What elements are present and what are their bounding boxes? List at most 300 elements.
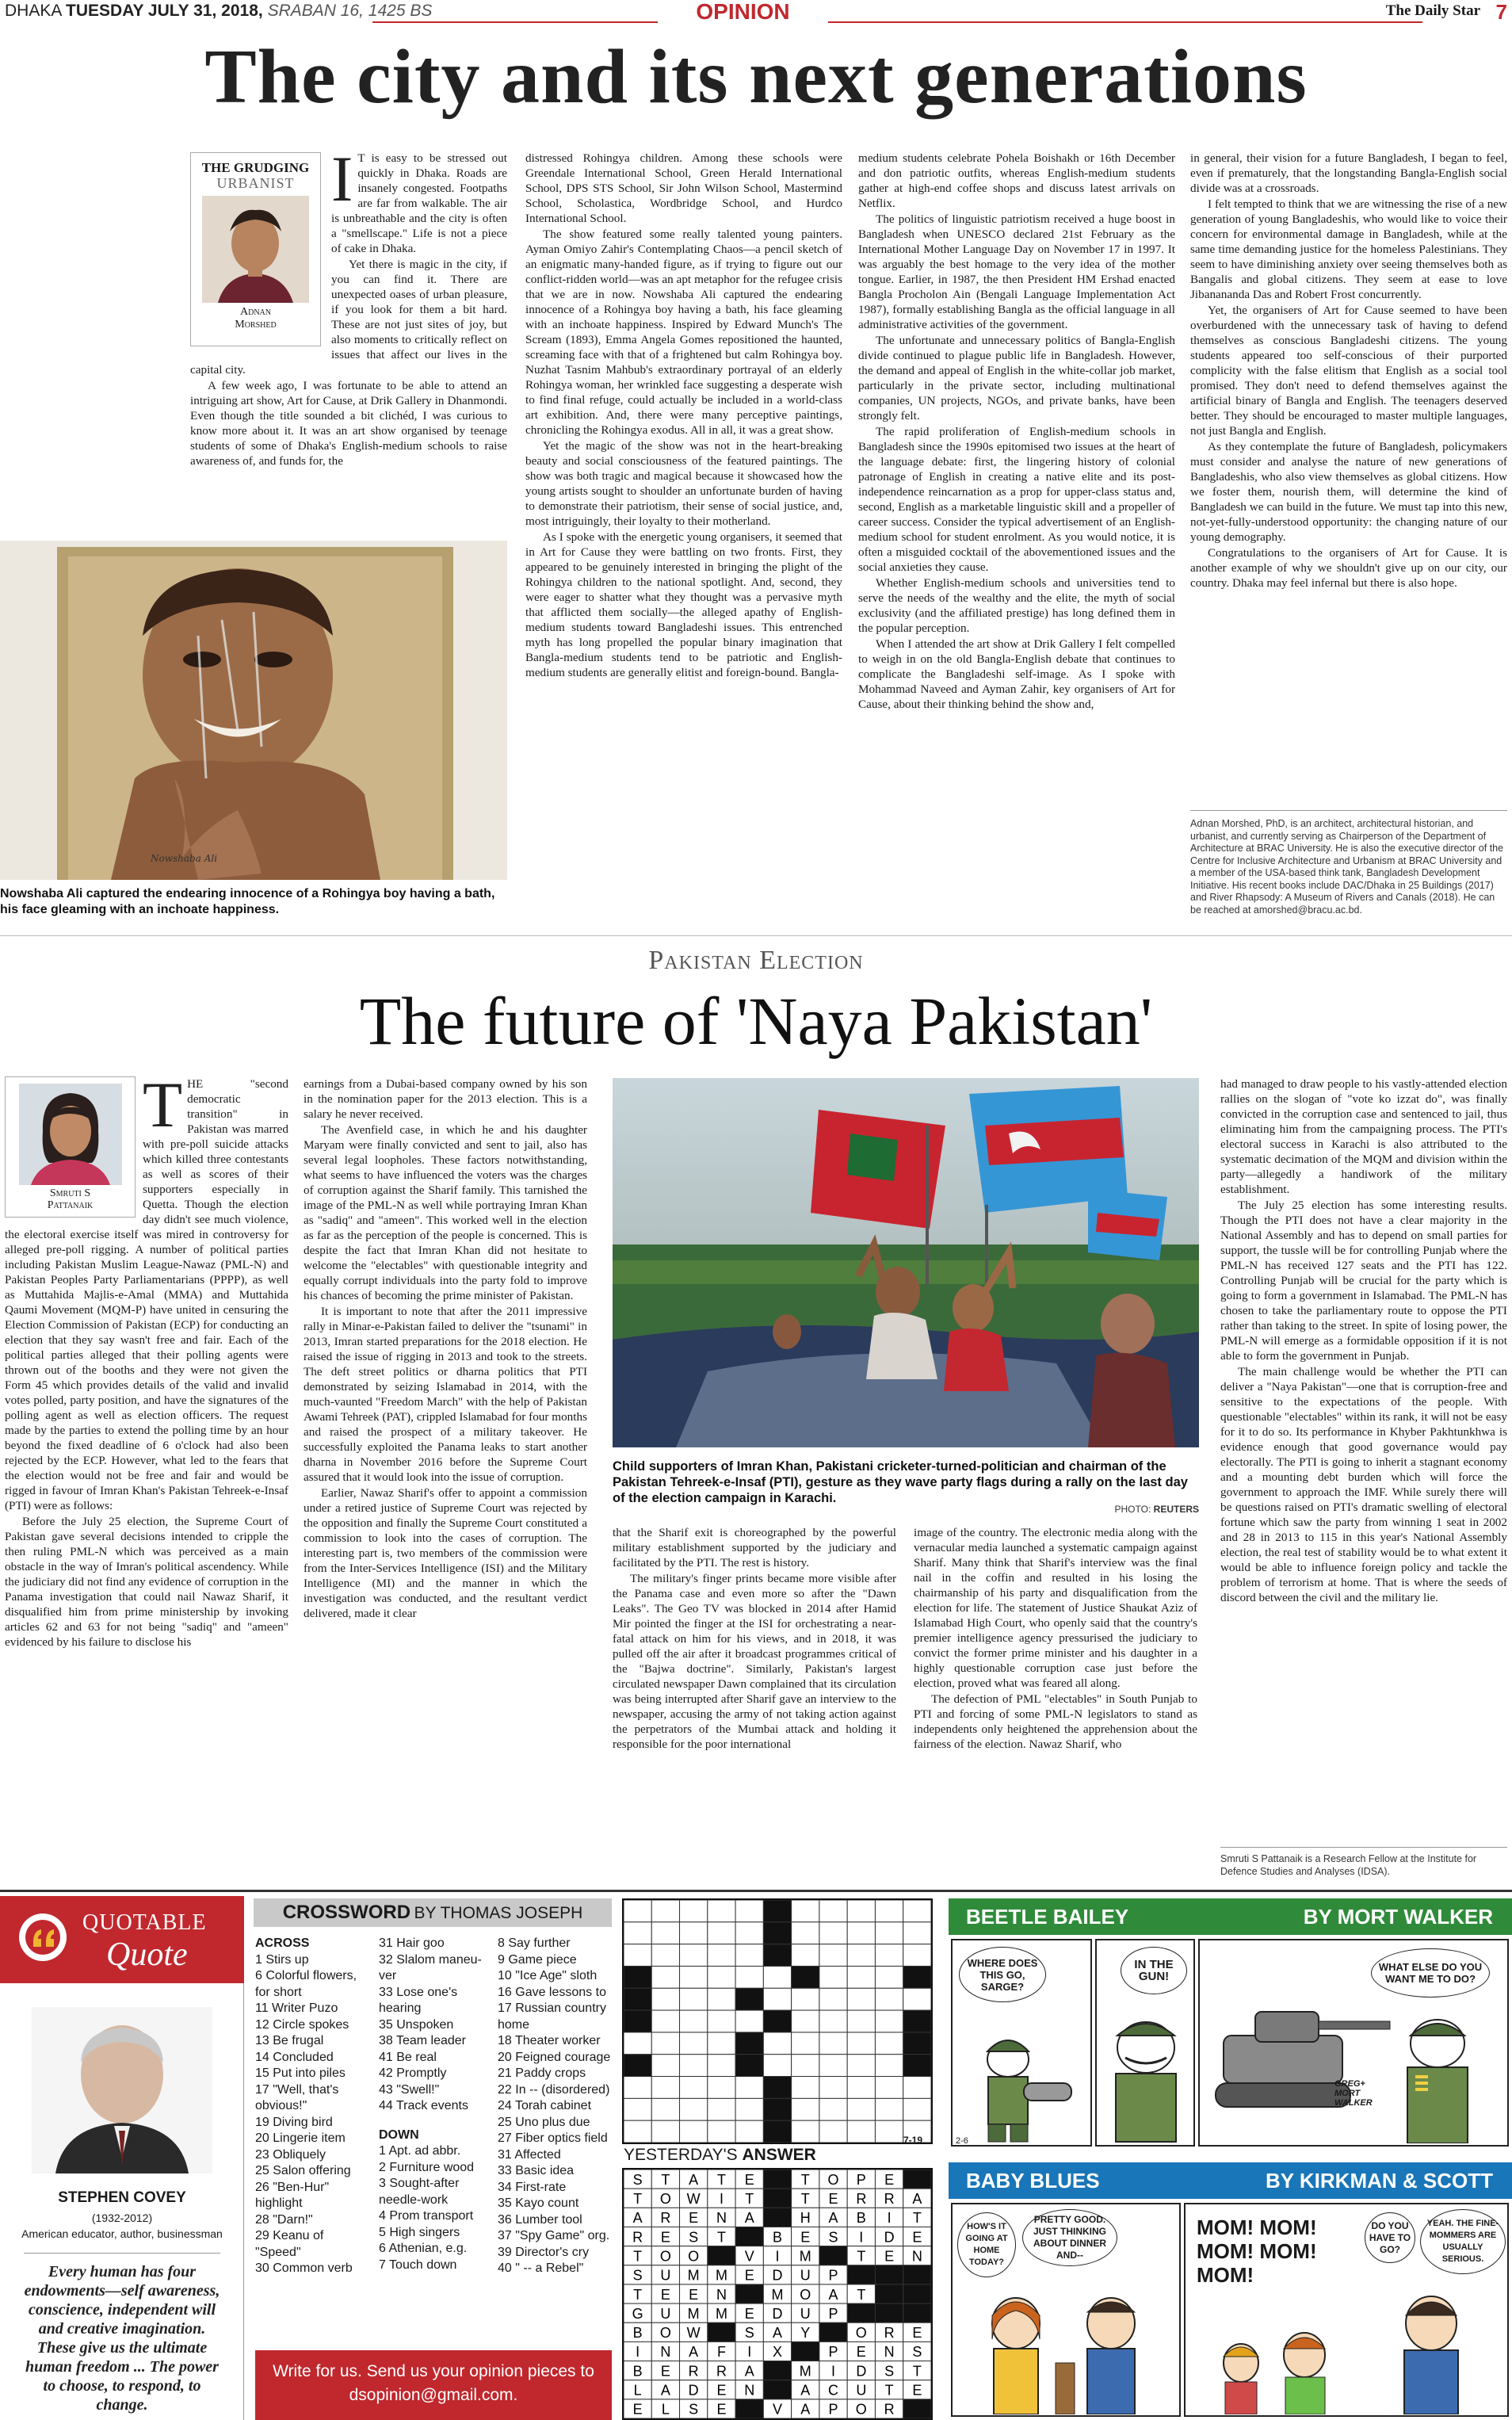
article2-column-4 bbox=[914, 1525, 1197, 1858]
answer-letter: N bbox=[660, 2344, 671, 2361]
answer-letter: S bbox=[828, 2229, 838, 2246]
quotable-quote-box bbox=[0, 1896, 244, 2420]
crossword-title-bar bbox=[254, 1898, 612, 1927]
crossword-cell bbox=[903, 1966, 931, 1988]
article2-paragraph: Earlier, Nawaz Sharif's offer to appoint a commission under a retired justice of Supreme Court was rejected by the opposition and finally the Supreme Court constituted a commission to look into the cases of corruption. The interesting part is, two members of the commission were from the Inter-Services Intelligence (ISI) and the Military Intelligence (MI) and the manner in which the investigation was conducted, and the resultant verdict delivered, made it clear bbox=[304, 1486, 587, 1620]
crossword-clue: 9 Game piece bbox=[498, 1952, 577, 1967]
crossword-cell bbox=[792, 2098, 819, 2120]
answer-letter: H bbox=[800, 2210, 811, 2227]
across-clue-list-1 bbox=[255, 1952, 374, 2277]
answer-cell bbox=[763, 2189, 791, 2208]
section-label: OPINION bbox=[658, 0, 828, 24]
crossword-cell bbox=[624, 1922, 651, 1944]
answer-letter: U bbox=[660, 2267, 671, 2284]
crossword-clue: 8 Say further bbox=[498, 1936, 571, 1950]
crossword-cell bbox=[708, 2055, 735, 2077]
article2-paragraph: earnings from a Dubai-based company owned by his son in the nomination paper for the 2013 election. This is a salary he never received. bbox=[304, 1077, 587, 1121]
crossword-cell bbox=[680, 2077, 708, 2099]
answer-cell bbox=[735, 2227, 763, 2246]
answer-letter: T bbox=[800, 2171, 810, 2188]
answer-letter: B bbox=[632, 2325, 643, 2342]
crossword-cell bbox=[735, 2010, 763, 2032]
answer-letter: D bbox=[772, 2267, 783, 2284]
article2-paragraph: Before the July 25 election, the Supreme Court of Pakistan gave several decisions intended to cripple the then ruling PML-N which was perceived as a main obstacle in the way of Imran's political ascendency. While the judiciary did not find any evidence of corruption in the Panama investigation that could nail Nawaz Sharif, it disqualified him from prime ministership by invoking articles 62 and 63 for not being "sadiq" and "ameen" evidenced by his failure to disclose his bbox=[5, 1515, 288, 1649]
answer-letter: E bbox=[856, 2344, 866, 2361]
crossword-cell bbox=[680, 2055, 708, 2077]
crossword-cell bbox=[624, 1900, 651, 1922]
crossword-cell bbox=[735, 1988, 763, 2010]
crossword-clue: for short bbox=[255, 1985, 302, 1999]
crossword-cell bbox=[763, 1988, 791, 2010]
crossword-clue: 43 "Swell!" bbox=[379, 2082, 440, 2097]
answer-cell bbox=[875, 2303, 903, 2323]
crossword-cell bbox=[903, 2077, 931, 2099]
crossword-cell bbox=[708, 2098, 735, 2120]
answer-cell bbox=[903, 2303, 931, 2323]
crossword-cell bbox=[875, 2032, 903, 2055]
crossword-cell bbox=[735, 1900, 763, 1922]
crossword-cell bbox=[735, 2120, 763, 2143]
crossword-cell bbox=[680, 1944, 708, 1967]
crossword-clue: 25 Uno plus due bbox=[498, 2115, 590, 2129]
crossword-cell bbox=[735, 1922, 763, 1944]
write-for-us-email[interactable]: dsopinion@gmail.com. bbox=[349, 2386, 518, 2404]
crossword-cell bbox=[819, 1944, 847, 1967]
crossword-cell bbox=[763, 1944, 791, 1967]
crossword-cell bbox=[624, 2055, 651, 2077]
crossword-cell bbox=[763, 2077, 791, 2099]
crossword-grid-date: 7-19 bbox=[903, 2135, 923, 2146]
answer-letter: B bbox=[632, 2363, 643, 2380]
article1-author-bio: Adnan Morshed, PhD, is an architect, architectural historian, and urbanist, and currently serving as Chairperson of the Department of Architecture at BRAC University. He is also the executive director of the Centre for Inclusive Architecture and Urbanism at BRAC University and a member of the USA-based think tank, Bangladesh Development Initiative. His recent books include DAC/Dhaka in 25 Buildings (2017) and River Rhapsody: A Museum of Rivers and Canals (2018). He can be reached at amorshed@bracu.ac.bd. bbox=[1190, 818, 1504, 916]
crossword-cell bbox=[875, 2098, 903, 2120]
crossword-cell bbox=[735, 2077, 763, 2099]
crossword-clue: 22 In -- (disordered) bbox=[498, 2082, 610, 2097]
crossword-cell bbox=[819, 1922, 847, 1944]
crossword-cell bbox=[847, 2032, 875, 2055]
answer-letter: D bbox=[884, 2229, 895, 2246]
answer-letter: S bbox=[912, 2344, 922, 2361]
quote-person-name: STEPHEN COVEY bbox=[58, 2189, 186, 2206]
crossword-cell bbox=[763, 2032, 791, 2055]
crossword-clue: 4 Prom transport bbox=[379, 2209, 474, 2223]
answer-letter: E bbox=[660, 2286, 670, 2303]
crossword-clue: 44 Track events bbox=[379, 2099, 468, 2112]
crossword-cell bbox=[624, 1944, 651, 1967]
article1-paragraph: Yet there is magic in the city, if you can find it. There are unexpected oases of urban pleasure, if you look for them a bit hard. These are not just sites of joy, but also moments to critically reflect on issues that affect our lives in the capital city. bbox=[190, 258, 507, 377]
crossword-clue: hearing bbox=[379, 2001, 422, 2015]
crossword-clue: 27 Fiber optics field bbox=[498, 2131, 608, 2145]
answer-letter: W bbox=[686, 2325, 701, 2342]
crossword-cell bbox=[792, 2032, 819, 2055]
crossword-clue: 40 " -- a Rebel" bbox=[498, 2261, 584, 2275]
answer-letter: E bbox=[912, 2325, 922, 2342]
article2-kicker: Pakistan Election bbox=[648, 946, 864, 975]
header-rule-right bbox=[828, 21, 1422, 23]
baby-shout-text: MOM! MOM! MOM! MOM! MOM! bbox=[1197, 2215, 1317, 2287]
crossword-cell bbox=[792, 1966, 819, 1988]
crossword-clue: 16 Gave lessons to bbox=[498, 1985, 606, 1999]
answer-letter: T bbox=[716, 2171, 726, 2188]
crossword-clue: 33 Lose one's bbox=[379, 1985, 458, 1999]
crossword-cell bbox=[680, 2120, 708, 2143]
answer-letter: E bbox=[884, 2171, 895, 2188]
answer-letter: M bbox=[715, 2267, 727, 2284]
quote-person-desc: American educator, author, businessman bbox=[21, 2227, 223, 2240]
article1-paragraph: distressed Rohingya children. Among these schools were Greendale International School, Green Herald International School, DPS STS School, Sir John Wilson School, Mastermind School, Scholastica, Wordbridge School, and Hurdco International School. bbox=[525, 151, 842, 225]
crossword-cell bbox=[792, 1944, 819, 1967]
answer-letter: A bbox=[828, 2286, 838, 2303]
baby-blues-title: BABY BLUES bbox=[966, 2169, 1100, 2193]
crossword-clue: 28 "Darn!" bbox=[255, 2212, 313, 2227]
crossword-cell bbox=[763, 2055, 791, 2077]
answer-cell bbox=[903, 2399, 931, 2418]
crossword-cell bbox=[847, 1966, 875, 1988]
author-box-spacer bbox=[5, 1076, 143, 1227]
crossword-cell bbox=[819, 1966, 847, 1988]
baby-blues-header bbox=[949, 2162, 1512, 2199]
crossword-clue: highlight bbox=[255, 2196, 303, 2210]
crossword-cell bbox=[903, 1922, 931, 1944]
crossword-cell bbox=[847, 1922, 875, 1944]
answer-cell bbox=[903, 2265, 931, 2284]
article1-photo-painting bbox=[0, 541, 507, 880]
crossword-clue: 24 Torah cabinet bbox=[498, 2099, 592, 2112]
dateline-date: TUESDAY JULY 31, 2018, bbox=[66, 2, 263, 20]
crossword-cell bbox=[651, 2120, 679, 2143]
crossword-cell bbox=[819, 2077, 847, 2099]
crossword-clue: 6 Colorful flowers, bbox=[255, 1969, 357, 1982]
crossword-cell bbox=[735, 2032, 763, 2055]
dateline bbox=[5, 2, 432, 21]
crossword-cell bbox=[708, 1966, 735, 1988]
crossword-cell bbox=[708, 2120, 735, 2143]
article1-headline: The city and its next generations bbox=[204, 34, 1308, 120]
beetle-bubble-2: IN THE GUN! bbox=[1121, 1947, 1187, 1994]
article1-paragraph: Whether English-medium schools and universities tend to serve the needs of the wealthy and the elite, the myth of social exclusivity (and the affiliated prestige) has long defined them in the popular perception. bbox=[858, 576, 1175, 635]
crossword-cell bbox=[651, 2055, 679, 2077]
answer-letter: R bbox=[884, 2401, 895, 2418]
answer-letter: A bbox=[912, 2190, 922, 2207]
answer-letter: R bbox=[688, 2363, 699, 2380]
article2-paragraph: The defection of PML "electables" in South Punjab to PTI and forcing of some PML-N legislators to stand as independents only heightened the apprehension about the fairness of the election. Nawaz Sharif, who bbox=[914, 1692, 1197, 1751]
dateline-city: DHAKA bbox=[5, 2, 62, 20]
beetle-bailey-author: BY MORT WALKER bbox=[1303, 1905, 1493, 1929]
across-clue-list-2 bbox=[379, 1936, 498, 2115]
beetle-signature: GREG+ MORT WALKER bbox=[1334, 2079, 1373, 2108]
crossword-cell bbox=[819, 2120, 847, 2143]
quote-divider bbox=[24, 2253, 220, 2254]
answer-letter: M bbox=[799, 2363, 811, 2380]
crossword-cell bbox=[680, 1966, 708, 1988]
crossword-cell bbox=[651, 2032, 679, 2055]
crossword-clue: 1 Apt. ad abbr. bbox=[379, 2144, 461, 2158]
crossword-cell bbox=[792, 1922, 819, 1944]
crossword-cell bbox=[903, 2032, 931, 2055]
crossword-clue: 41 Be real bbox=[379, 2050, 437, 2064]
answer-letter: P bbox=[828, 2401, 838, 2418]
article1-paragraph: The unfortunate and unnecessary politics of Bangla-English divide continued to plague public life in Bangladesh. However, the demand and appeal of English in the white-collar job market, particularly in the private sector, including multinational companies, UN projects, NGOs, and private banks, have been strongly felt. bbox=[858, 334, 1175, 422]
answer-letter: O bbox=[855, 2401, 867, 2418]
crossword-cell bbox=[708, 1900, 735, 1922]
article2-paragraph: The July 25 election has some interesting results. Though the PTI does not have a clear majority in the National Assembly and has to depend on small parties for support, the tussle will be for controlling Punjab where the PML-N has received 127 seats and the PTI has 122. Controlling Punjab will be crucial for the party which is going to form a government in Islamabad. The PML-N has chosen to take the parliamentary route to oppose the PTI rather than taking to the street. In spite of losing power, the PML-N will emerge as a formidable opposition if it is not able to form the government in Punjab. bbox=[1220, 1199, 1507, 1363]
crossword-cell bbox=[624, 1966, 651, 1988]
answer-letter: E bbox=[912, 2382, 922, 2399]
baby-panel-2 bbox=[1184, 2203, 1509, 2417]
crossword-clue: 6 Athenian, e.g. bbox=[379, 2242, 468, 2255]
answer-letter: S bbox=[689, 2229, 699, 2246]
crossword-cell bbox=[763, 2010, 791, 2032]
crossword-cell bbox=[903, 1944, 931, 1967]
crossword-cell bbox=[875, 1944, 903, 1967]
crossword-cell bbox=[680, 1900, 708, 1922]
answer-letter: B bbox=[856, 2210, 866, 2227]
author2-name-line1: Smruti S bbox=[49, 1187, 91, 1199]
crossword-clue: 29 Keanu of bbox=[255, 2229, 324, 2242]
crossword-cell bbox=[847, 2098, 875, 2120]
yesterdays-answer-title bbox=[624, 2146, 816, 2165]
article-divider bbox=[0, 935, 1512, 936]
answer-letter: T bbox=[661, 2171, 670, 2188]
answer-letter: E bbox=[744, 2267, 754, 2284]
answer-grid bbox=[622, 2168, 933, 2420]
crossword-cell bbox=[651, 1900, 679, 1922]
answer-letter: D bbox=[688, 2382, 699, 2399]
answer-cell bbox=[763, 2380, 791, 2399]
across-heading: ACROSS bbox=[255, 1936, 310, 1950]
answer-cell bbox=[819, 2323, 847, 2342]
crossword-clue: 2 Furniture wood bbox=[379, 2160, 475, 2174]
answer-cell bbox=[792, 2342, 819, 2361]
crossword-cell bbox=[651, 2010, 679, 2032]
crossword-cell bbox=[624, 2010, 651, 2032]
answer-letter: E bbox=[716, 2382, 727, 2399]
crossword-clue: 18 Theater worker bbox=[498, 2034, 601, 2047]
article1-paragraph: in general, their vision for a future Bangladesh, I began to feel, even if prematurely, that the longstanding Bangla-English social divide was at a crossroads. bbox=[1190, 151, 1507, 195]
answer-letter: V bbox=[772, 2401, 783, 2418]
answer-letter: R bbox=[716, 2363, 727, 2380]
beetle-bubble-3: WHAT ELSE DO YOU WANT ME TO DO? bbox=[1371, 1948, 1490, 1998]
answer-label: ANSWER bbox=[742, 2146, 816, 2164]
crossword-cell bbox=[903, 1900, 931, 1922]
baby-bubble-2: PRETTY GOOD. JUST THINKING ABOUT DINNER AND-- bbox=[1022, 2209, 1117, 2266]
article2-column-2 bbox=[304, 1076, 587, 1853]
article1-paragraph: Congratulations to the organisers of Art for Cause. It is another example of why we shouldn't give up on our city, our country. Dhaka may feel infernal but there is also hope. bbox=[1190, 546, 1507, 590]
answer-letter: E bbox=[744, 2305, 754, 2322]
answer-cell bbox=[903, 2170, 931, 2189]
crossword-cell bbox=[680, 2098, 708, 2120]
crossword-clue: 36 Lumber tool bbox=[498, 2212, 582, 2227]
article2-dropcap: T bbox=[143, 1069, 183, 1141]
answer-letter: N bbox=[884, 2344, 895, 2361]
crossword-clue: 12 Circle spokes bbox=[255, 2017, 349, 2032]
beetle-bailey-header bbox=[949, 1898, 1512, 1935]
crossword-cell bbox=[735, 2055, 763, 2077]
crossword-clue: "Speed" bbox=[255, 2245, 301, 2259]
answer-letter: U bbox=[660, 2305, 671, 2322]
page-header bbox=[0, 0, 1512, 24]
answer-letter: I bbox=[747, 2344, 752, 2361]
answer-letter: S bbox=[884, 2363, 895, 2380]
crossword-cell bbox=[763, 1922, 791, 1944]
crossword-clue: ver bbox=[379, 1969, 397, 1982]
answer-cell bbox=[903, 2284, 931, 2303]
crossword-clue: 30 Common verb bbox=[255, 2261, 353, 2275]
answer-letter: R bbox=[632, 2229, 643, 2246]
crossword-clue: 42 Promptly bbox=[379, 2066, 447, 2080]
answer-letter: M bbox=[771, 2286, 784, 2303]
answer-letter: C bbox=[828, 2382, 839, 2399]
crossword-cell bbox=[680, 2032, 708, 2055]
crossword-clue: 13 Be frugal bbox=[255, 2034, 324, 2047]
answer-letter: R bbox=[884, 2325, 895, 2342]
answer-cell bbox=[763, 2361, 791, 2380]
crossword-cell bbox=[875, 1922, 903, 1944]
crossword-cell bbox=[819, 1900, 847, 1922]
answer-letter: M bbox=[715, 2305, 727, 2322]
answer-letter: R bbox=[884, 2190, 895, 2207]
quote-portrait bbox=[32, 2007, 212, 2173]
answer-letter: I bbox=[887, 2210, 892, 2227]
crossword-cell bbox=[735, 1966, 763, 1988]
crossword-cell bbox=[763, 2120, 791, 2143]
crossword-cell bbox=[792, 2120, 819, 2143]
crossword-cell bbox=[624, 2077, 651, 2099]
crossword-cell bbox=[708, 1922, 735, 1944]
article1-column-3 bbox=[858, 151, 1175, 927]
page-number: 7 bbox=[1495, 0, 1507, 24]
beetle-panel-2 bbox=[1095, 1939, 1195, 2147]
crossword-clue: home bbox=[498, 2017, 530, 2032]
crossword-cell bbox=[735, 1944, 763, 1967]
answer-letter: I bbox=[719, 2190, 724, 2207]
header-rule-left bbox=[372, 21, 658, 23]
crossword-clue: 17 Russian country bbox=[498, 2001, 606, 2015]
answer-cell bbox=[735, 2284, 763, 2303]
article1-photo-caption: Nowshaba Ali captured the endearing innocence of a Rohingya boy having a bath, his face gleaming with an inchoate happiness. bbox=[0, 887, 495, 916]
answer-letter: T bbox=[633, 2286, 643, 2303]
answer-letter: T bbox=[912, 2210, 922, 2227]
crossword-clue: obvious!" bbox=[255, 2099, 307, 2112]
masthead-logo: The Daily Star bbox=[1385, 2, 1480, 19]
article1-column-1 bbox=[190, 143, 507, 531]
crossword-clue: 3 Sought-after bbox=[379, 2177, 460, 2190]
answer-letter: A bbox=[632, 2210, 643, 2227]
crossword-cell bbox=[903, 2055, 931, 2077]
answer-letter: O bbox=[855, 2325, 867, 2342]
crossword-cell bbox=[819, 2032, 847, 2055]
answer-letter: I bbox=[775, 2248, 780, 2265]
answer-letter: O bbox=[800, 2286, 811, 2303]
article2-paragraph: It is important to note that after the 2011 impressive rally in Minar-e-Pakistan failed to deliver the "tsunami" in 2013, Imran started preparations for the 2018 election. He raised the issue of rigging in 2013 and took to the streets. The deft street politics or dharna politics that PTI demonstrated by seizing Islamabad in 2014, with the much-vaunted "Freedom March" with the help of Pakistan Awami Tehreek (PAT), crippled Islamabad for four months and raised the prospect of a military takeover. He successfully exploited the Panama leaks to start another dharna in November 2016 before the Supreme Court assured that it would look into the issue of corruption. bbox=[304, 1305, 587, 1484]
baby-panel-1 bbox=[951, 2203, 1181, 2417]
column-name-line2: URBANIST bbox=[216, 175, 295, 191]
crossword-clue: 19 Diving bird bbox=[255, 2115, 333, 2129]
answer-letter: E bbox=[912, 2229, 922, 2246]
answer-letter: M bbox=[799, 2248, 811, 2265]
answer-cell bbox=[708, 2323, 735, 2342]
crossword-cell bbox=[847, 2055, 875, 2077]
answer-letter: N bbox=[716, 2210, 727, 2227]
crossword-cell bbox=[875, 2055, 903, 2077]
article2-author-bio: Smruti S Pattanaik is a Research Fellow at the Institute for Defence Studies and Analyses (IDSA). bbox=[1220, 1853, 1477, 1877]
article1-paragraph: Yet the magic of the show was not in the heart-breaking beauty and social consciousness of the featured paintings. The show was both tragic and magical because it showcased how the young artists sought to shoulder an unfortunate burden of having to demonstrate their patriotism, their sense of social justice, and, most intriguingly, their loyalty to their motherland. bbox=[525, 439, 842, 528]
answer-letter: A bbox=[744, 2363, 754, 2380]
answer-letter: R bbox=[660, 2210, 671, 2227]
crossword-cell bbox=[875, 2010, 903, 2032]
baby-blues-author: BY KIRKMAN & SCOTT bbox=[1266, 2169, 1493, 2193]
write-for-us-box bbox=[255, 2350, 612, 2420]
answer-cell bbox=[847, 2303, 875, 2323]
crossword-cell bbox=[819, 2055, 847, 2077]
article2-photo-caption: Child supporters of Imran Khan, Pakistani cricketer-turned-politician and chairman of the Pakistan Tehreek-e-Insaf (PTI), gesture as they wave party flags during a rally on the last day of the election campaign in Karachi. bbox=[613, 1459, 1188, 1505]
answer-letter: M bbox=[687, 2305, 700, 2322]
answer-letter: P bbox=[828, 2344, 838, 2361]
photo-credit-label: PHOTO: bbox=[1114, 1504, 1151, 1515]
crossword-cell bbox=[624, 1988, 651, 2010]
crossword-clue: 25 Salon offering bbox=[255, 2164, 351, 2177]
article1-paragraph: The show featured some really talented young painters. Ayman Omiyo Zahir's Contemplating Chaos—a pencil sketch of an enigmatic many-handed figure, as if trying to figure out our conflict-ridden world—was an apt metaphor for the refugee crisis that we are in now. Nowshaba Ali captured the endearing innocence of a Rohingya boy having a bath, his face gleaming with an inchoate happiness. Inspired by Edward Munch's The Scream (1893), Emma Angela Gomes repositioned the haunted, screaming face with that of a frightened but calm Rohingya boy. Nuzhat Tasnim Mahbub's extraordinary portrayal of an elderly Rohingya woman, her wrinkled face suggesting a desperate wish to find final refuge, could actually be included in a world-class art exhibition. And, there were many perceptive paintings, chronicling the Rohingya exodus. All in all, it was a great show. bbox=[525, 227, 842, 437]
answer-letter: N bbox=[911, 2248, 922, 2265]
article2-photo-rally bbox=[613, 1078, 1199, 1447]
crossword-cell bbox=[847, 1900, 875, 1922]
answer-letter: N bbox=[716, 2286, 727, 2303]
article1-paragraph: As they contemplate the future of Bangladesh, policymakers must consider and analyse the nature of new generations of Bangladeshis, who also view themselves as global citizens. How we foster them, nourish them, will determine the kind of Bangladesh we can build in the future. We must tap into this new, not-yet-fully-understood opportunity: the changing nature of our young demography. bbox=[1190, 440, 1507, 544]
crossword-cell bbox=[708, 2077, 735, 2099]
answer-letter: E bbox=[800, 2229, 811, 2246]
answer-cell bbox=[708, 2246, 735, 2265]
answer-letter: S bbox=[632, 2171, 643, 2188]
crossword-cell bbox=[651, 2077, 679, 2099]
baby-bubble-4: DO YOU HAVE TO GO? bbox=[1365, 2212, 1415, 2263]
answer-letter: T bbox=[857, 2286, 866, 2303]
crossword-clue: 38 Team leader bbox=[379, 2034, 466, 2047]
crossword-cell bbox=[847, 1944, 875, 1967]
answer-cell bbox=[875, 2265, 903, 2284]
baby-bubble-1: HOW'S IT GOING AT HOME TODAY? bbox=[957, 2212, 1016, 2277]
answer-letter: A bbox=[828, 2210, 838, 2227]
article1-paragraph: When I attended the art show at Drik Gallery I felt compelled to weigh in on the old Bangla-English debate that continues to complicate the Bangladeshi self-image. As I spoke with Mohammad Naveed and Ayman Zahir, key organisers of Art for Cause, about their thinking behind the show and, bbox=[858, 637, 1175, 711]
answer-letter: S bbox=[632, 2267, 643, 2284]
answer-letter: T bbox=[716, 2229, 726, 2246]
quote-title-line1: QUOTABLE bbox=[82, 1910, 207, 1935]
article1-paragraph: medium students celebrate Pohela Boishakh or 16th December and don patriotic outfits, whereas English-medium students gather at high-end coffee shops and discuss latest arrivals on Netflix. bbox=[858, 151, 1175, 210]
quote-person-years: (1932-2012) bbox=[91, 2212, 153, 2224]
crossword-cell bbox=[763, 2098, 791, 2120]
crossword-cell bbox=[903, 2098, 931, 2120]
yesterday-label: YESTERDAY'S bbox=[624, 2146, 738, 2164]
crossword-cell bbox=[651, 2098, 679, 2120]
crossword-clue: 20 Feigned courage bbox=[498, 2050, 611, 2064]
answer-letter: S bbox=[744, 2325, 754, 2342]
crossword-cell bbox=[651, 1966, 679, 1988]
answer-letter: O bbox=[659, 2248, 671, 2265]
answer-letter: O bbox=[659, 2325, 671, 2342]
crossword-clue: 23 Obliquely bbox=[255, 2147, 326, 2162]
quote-icon bbox=[14, 1909, 71, 1966]
article1-column-2 bbox=[525, 151, 842, 927]
crossword-clue: 5 High singers bbox=[379, 2225, 460, 2239]
answer-cell bbox=[875, 2284, 903, 2303]
article2-headline: The future of 'Naya Pakistan' bbox=[359, 983, 1153, 1059]
beetle-panel-1 bbox=[951, 1939, 1092, 2147]
answer-letter: E bbox=[744, 2171, 754, 2188]
crossword-clue: needle-work bbox=[379, 2193, 449, 2207]
article1-paragraph: As I spoke with the energetic young organisers, it seemed that in Art for Cause they were battling on two fronts. First, they appeared to be genuinely interested in bringing the plight of the Rohingya children to the national spotlight. And, second, they were eager to shatter what they thought was a pervasive myth that afflicted them socially—the alleged apathy of English-medium students toward Bangladeshi issues. This entrenched myth has long propelled the popular binary imagination that Bangla-medium students tend to be patriotic and English-medium students are generally elitist and foreign-bound. Bangla- bbox=[525, 530, 842, 679]
answer-cell bbox=[847, 2265, 875, 2284]
answer-letter: P bbox=[856, 2171, 866, 2188]
crossword-grid[interactable] bbox=[622, 1898, 933, 2144]
